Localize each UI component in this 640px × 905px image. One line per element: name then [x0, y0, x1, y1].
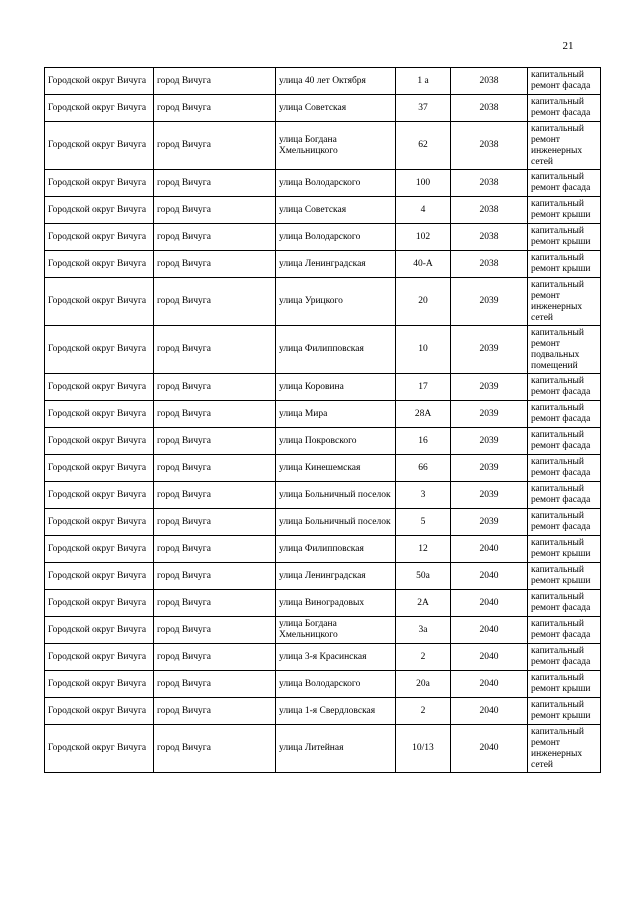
- table-row: [45, 644, 601, 671]
- cell-year: 2039: [451, 374, 528, 401]
- cell-gorod: город Вичуга: [154, 671, 276, 698]
- cell-year: 2038: [451, 122, 528, 170]
- cell-gorod: город Вичуга: [154, 725, 276, 773]
- cell-okrug: Городской округ Вичуга: [45, 509, 154, 536]
- cell-work-type: капитальный ремонт крыши: [528, 197, 601, 224]
- cell-okrug: Городской округ Вичуга: [45, 428, 154, 455]
- cell-house-number: 16: [396, 428, 451, 455]
- cell-gorod: город Вичуга: [154, 122, 276, 170]
- cell-house-number: 5: [396, 509, 451, 536]
- cell-gorod: город Вичуга: [154, 326, 276, 374]
- cell-street: улица Ленинградская: [276, 251, 396, 278]
- cell-street: улица Володарского: [276, 170, 396, 197]
- table-row: [45, 326, 601, 374]
- cell-year: 2039: [451, 428, 528, 455]
- cell-year: 2039: [451, 482, 528, 509]
- table-row: [45, 590, 601, 617]
- table-row: [45, 122, 601, 170]
- cell-okrug: Городской округ Вичуга: [45, 698, 154, 725]
- cell-okrug: Городской округ Вичуга: [45, 197, 154, 224]
- cell-year: 2038: [451, 95, 528, 122]
- cell-work-type: капитальный ремонт фасада: [528, 428, 601, 455]
- cell-okrug: Городской округ Вичуга: [45, 122, 154, 170]
- table-row: [45, 224, 601, 251]
- cell-street: улица 1-я Свердловская: [276, 698, 396, 725]
- cell-work-type: капитальный ремонт фасада: [528, 617, 601, 644]
- cell-year: 2039: [451, 401, 528, 428]
- cell-gorod: город Вичуга: [154, 401, 276, 428]
- cell-house-number: 20: [396, 278, 451, 326]
- cell-house-number: 4: [396, 197, 451, 224]
- cell-gorod: город Вичуга: [154, 509, 276, 536]
- cell-okrug: Городской округ Вичуга: [45, 563, 154, 590]
- cell-street: улица Советская: [276, 95, 396, 122]
- cell-year: 2038: [451, 224, 528, 251]
- cell-okrug: Городской округ Вичуга: [45, 671, 154, 698]
- cell-house-number: 2: [396, 698, 451, 725]
- cell-okrug: Городской округ Вичуга: [45, 482, 154, 509]
- cell-house-number: 40-А: [396, 251, 451, 278]
- cell-work-type: капитальный ремонт крыши: [528, 224, 601, 251]
- cell-street: улица Виноградовых: [276, 590, 396, 617]
- cell-house-number: 102: [396, 224, 451, 251]
- cell-house-number: 17: [396, 374, 451, 401]
- cell-okrug: Городской округ Вичуга: [45, 170, 154, 197]
- cell-work-type: капитальный ремонт фасада: [528, 590, 601, 617]
- table-row: [45, 95, 601, 122]
- table-row: [45, 428, 601, 455]
- cell-work-type: капитальный ремонт инженерных сетей: [528, 122, 601, 170]
- cell-house-number: 66: [396, 455, 451, 482]
- cell-okrug: Городской округ Вичуга: [45, 590, 154, 617]
- cell-work-type: капитальный ремонт фасада: [528, 170, 601, 197]
- cell-street: улица Богдана Хмельницкого: [276, 617, 396, 644]
- cell-year: 2039: [451, 278, 528, 326]
- cell-street: улица Коровина: [276, 374, 396, 401]
- cell-year: 2039: [451, 455, 528, 482]
- cell-year: 2040: [451, 563, 528, 590]
- cell-year: 2040: [451, 698, 528, 725]
- cell-street: улица Ленинградская: [276, 563, 396, 590]
- repair-schedule-table: [44, 67, 601, 773]
- cell-work-type: капитальный ремонт инженерных сетей: [528, 725, 601, 773]
- cell-house-number: 28А: [396, 401, 451, 428]
- cell-street: улица Урицкого: [276, 278, 396, 326]
- cell-gorod: город Вичуга: [154, 95, 276, 122]
- cell-house-number: 2А: [396, 590, 451, 617]
- table-row: [45, 278, 601, 326]
- cell-work-type: капитальный ремонт крыши: [528, 536, 601, 563]
- cell-gorod: город Вичуга: [154, 536, 276, 563]
- table-row: [45, 374, 601, 401]
- cell-house-number: 10: [396, 326, 451, 374]
- cell-okrug: Городской округ Вичуга: [45, 278, 154, 326]
- table-row: [45, 617, 601, 644]
- cell-gorod: город Вичуга: [154, 170, 276, 197]
- table-row: [45, 536, 601, 563]
- cell-street: улица Больничный поселок: [276, 482, 396, 509]
- table-row: [45, 455, 601, 482]
- cell-gorod: город Вичуга: [154, 428, 276, 455]
- page-number: 21: [562, 40, 574, 52]
- cell-gorod: город Вичуга: [154, 482, 276, 509]
- cell-street: улица 3-я Красинская: [276, 644, 396, 671]
- cell-work-type: капитальный ремонт подвальных помещений: [528, 326, 601, 374]
- cell-work-type: капитальный ремонт фасада: [528, 95, 601, 122]
- table-row: [45, 698, 601, 725]
- cell-okrug: Городской округ Вичуга: [45, 401, 154, 428]
- cell-year: 2038: [451, 170, 528, 197]
- cell-street: улица Филипповская: [276, 536, 396, 563]
- cell-gorod: город Вичуга: [154, 644, 276, 671]
- cell-house-number: 12: [396, 536, 451, 563]
- cell-gorod: город Вичуга: [154, 698, 276, 725]
- cell-street: улица Литейная: [276, 725, 396, 773]
- cell-street: улица Советская: [276, 197, 396, 224]
- cell-okrug: Городской округ Вичуга: [45, 617, 154, 644]
- cell-work-type: капитальный ремонт фасада: [528, 482, 601, 509]
- cell-work-type: капитальный ремонт крыши: [528, 563, 601, 590]
- table-row: [45, 197, 601, 224]
- cell-okrug: Городской округ Вичуга: [45, 725, 154, 773]
- cell-gorod: город Вичуга: [154, 617, 276, 644]
- cell-gorod: город Вичуга: [154, 455, 276, 482]
- cell-year: 2038: [451, 68, 528, 95]
- cell-work-type: капитальный ремонт крыши: [528, 698, 601, 725]
- cell-year: 2038: [451, 197, 528, 224]
- cell-street: улица Володарского: [276, 224, 396, 251]
- cell-street: улица Филипповская: [276, 326, 396, 374]
- cell-okrug: Городской округ Вичуга: [45, 644, 154, 671]
- cell-work-type: капитальный ремонт фасада: [528, 509, 601, 536]
- table-row: [45, 251, 601, 278]
- cell-work-type: капитальный ремонт фасада: [528, 644, 601, 671]
- cell-house-number: 37: [396, 95, 451, 122]
- cell-okrug: Городской округ Вичуга: [45, 536, 154, 563]
- cell-street: улица Покровского: [276, 428, 396, 455]
- cell-year: 2039: [451, 509, 528, 536]
- cell-house-number: 3а: [396, 617, 451, 644]
- cell-work-type: капитальный ремонт фасада: [528, 374, 601, 401]
- cell-work-type: капитальный ремонт фасада: [528, 455, 601, 482]
- cell-house-number: 62: [396, 122, 451, 170]
- table-row: [45, 482, 601, 509]
- table-row: [45, 563, 601, 590]
- table-row: [45, 68, 601, 95]
- cell-house-number: 3: [396, 482, 451, 509]
- cell-okrug: Городской округ Вичуга: [45, 224, 154, 251]
- cell-year: 2039: [451, 326, 528, 374]
- cell-year: 2040: [451, 671, 528, 698]
- cell-house-number: 20а: [396, 671, 451, 698]
- cell-year: 2040: [451, 644, 528, 671]
- cell-work-type: капитальный ремонт фасада: [528, 68, 601, 95]
- cell-okrug: Городской округ Вичуга: [45, 455, 154, 482]
- cell-gorod: город Вичуга: [154, 197, 276, 224]
- cell-okrug: Городской округ Вичуга: [45, 326, 154, 374]
- table-body: [45, 68, 601, 773]
- cell-house-number: 10/13: [396, 725, 451, 773]
- cell-work-type: капитальный ремонт инженерных сетей: [528, 278, 601, 326]
- cell-okrug: Городской округ Вичуга: [45, 95, 154, 122]
- cell-work-type: капитальный ремонт фасада: [528, 401, 601, 428]
- cell-gorod: город Вичуга: [154, 251, 276, 278]
- cell-house-number: 100: [396, 170, 451, 197]
- cell-house-number: 1 а: [396, 68, 451, 95]
- cell-gorod: город Вичуга: [154, 278, 276, 326]
- cell-okrug: Городской округ Вичуга: [45, 374, 154, 401]
- cell-house-number: 2: [396, 644, 451, 671]
- cell-street: улица Кинешемская: [276, 455, 396, 482]
- cell-year: 2040: [451, 725, 528, 773]
- cell-street: улица Больничный поселок: [276, 509, 396, 536]
- cell-year: 2040: [451, 617, 528, 644]
- cell-okrug: Городской округ Вичуга: [45, 68, 154, 95]
- table-row: [45, 725, 601, 773]
- cell-work-type: капитальный ремонт крыши: [528, 671, 601, 698]
- cell-gorod: город Вичуга: [154, 68, 276, 95]
- cell-year: 2040: [451, 536, 528, 563]
- cell-street: улица 40 лет Октября: [276, 68, 396, 95]
- cell-year: 2040: [451, 590, 528, 617]
- cell-street: улица Богдана Хмельницкого: [276, 122, 396, 170]
- cell-year: 2038: [451, 251, 528, 278]
- cell-gorod: город Вичуга: [154, 590, 276, 617]
- cell-work-type: капитальный ремонт крыши: [528, 251, 601, 278]
- table-row: [45, 401, 601, 428]
- cell-gorod: город Вичуга: [154, 563, 276, 590]
- table-row: [45, 671, 601, 698]
- table-row: [45, 170, 601, 197]
- cell-gorod: город Вичуга: [154, 224, 276, 251]
- table-row: [45, 509, 601, 536]
- cell-street: улица Володарского: [276, 671, 396, 698]
- cell-okrug: Городской округ Вичуга: [45, 251, 154, 278]
- cell-gorod: город Вичуга: [154, 374, 276, 401]
- cell-street: улица Мира: [276, 401, 396, 428]
- cell-house-number: 50а: [396, 563, 451, 590]
